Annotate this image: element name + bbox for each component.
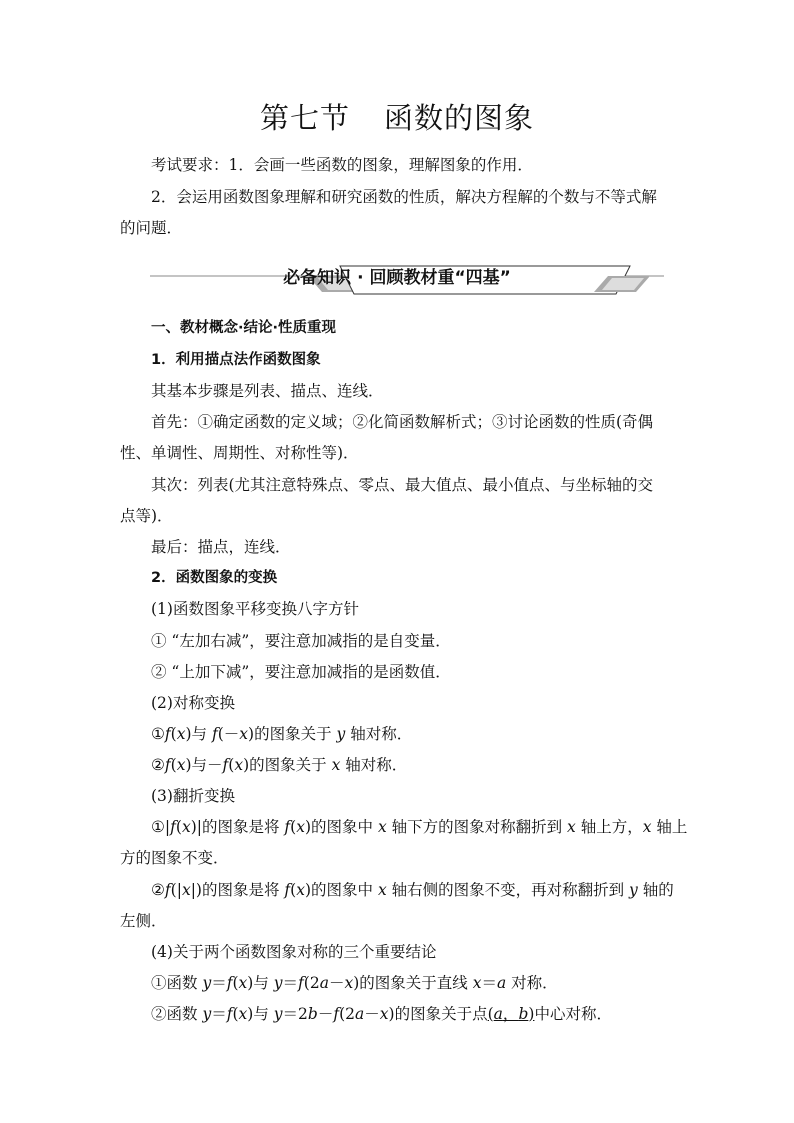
subsection-2: 2．函数图象的变换	[151, 570, 278, 586]
page-title: 第七节 函数的图象	[259, 101, 535, 135]
paragraph: 首先：①确定函数的定义域；②化简函数解析式；③讨论函数的性质(奇偶	[151, 413, 654, 431]
paragraph: 点等)．	[120, 507, 173, 525]
formula-line: ②f(|x|)的图象是将 f(x)的图象中 x 轴右侧的图象不变，再对称翻折到 y 轴的	[151, 881, 674, 899]
paragraph: ① “左加右减”，要注意加减指的是自变量．	[151, 632, 451, 650]
formula-line: ①f(x)与 f(－x)的图象关于 y 轴对称．	[151, 725, 413, 743]
requirements-line2: 2．会运用函数图象理解和研究函数的性质，解决方程解的个数与不等式解	[151, 188, 657, 206]
requirements-line3: 的问题．	[120, 219, 183, 237]
paragraph: (2)对称变换	[151, 694, 235, 712]
formula-line: ①|f(x)|的图象是将 f(x)的图象中 x 轴下方的图象对称翻折到 x 轴上方，x 轴上	[151, 818, 688, 836]
paragraph: (4)关于两个函数图象对称的三个重要结论	[151, 943, 437, 961]
requirements-line1: 考试要求：1．会画一些函数的图象，理解图象的作用．	[151, 156, 533, 174]
paragraph: 其次：列表(尤其注意特殊点、零点、最大值点、最小值点、与坐标轴的交	[151, 476, 654, 494]
paragraph: 性、单调性、周期性、对称性等)．	[120, 444, 359, 462]
subsection-1: 1．利用描点法作函数图象	[151, 352, 321, 368]
paragraph: 最后：描点，连线．	[151, 538, 291, 556]
formula-line: ②函数 y＝f(x)与 y＝2b－f(2a－x)的图象关于点(a，b)中心对称．	[151, 1005, 612, 1023]
banner-text: 必备知识 · 回顾教材重“四基”	[283, 268, 511, 288]
formula-line: 左侧．	[120, 912, 167, 930]
formula-line: ②f(x)与－f(x)的图象关于 x 轴对称．	[151, 756, 408, 774]
paragraph: (3)翻折变换	[151, 787, 235, 805]
paragraph: (1)函数图象平移变换八字方针	[151, 600, 359, 618]
section-heading: 一、教材概念·结论·性质重现	[151, 320, 337, 336]
formula-line: ①函数 y＝f(x)与 y＝f(2a－x)的图象关于直线 x＝a 对称．	[151, 974, 558, 992]
paragraph: 其基本步骤是列表、描点、连线．	[151, 382, 384, 400]
formula-line: 方的图象不变．	[120, 849, 229, 867]
paragraph: ② “上加下减”，要注意加减指的是函数值．	[151, 663, 451, 681]
